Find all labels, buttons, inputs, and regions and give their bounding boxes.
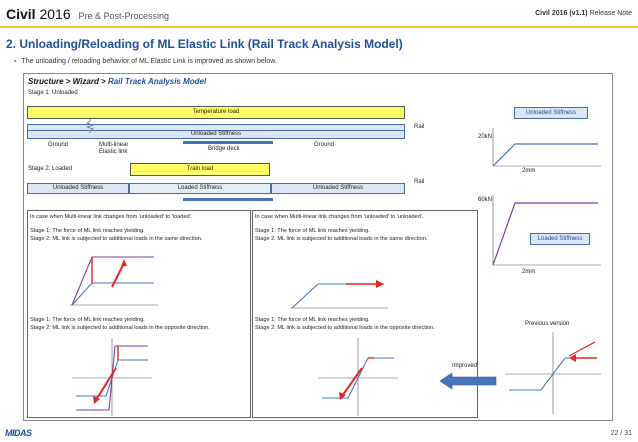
loaded-disp-label: 2mm <box>522 269 536 275</box>
panel-right-case-a-1: Stage 1: The force of ML link reaches yielding. <box>255 228 370 234</box>
breadcrumb-current: Rail Track Analysis Model <box>107 77 207 86</box>
panel-right-graph-b <box>318 338 398 416</box>
app-title <box>6 6 169 22</box>
stage2-seg-mid: Loaded Stiffness <box>129 183 271 194</box>
stage2-seg-right: Unloaded Stiffness <box>271 183 405 194</box>
panel-left-case-b-2: Stage 2: ML link is subjected to additional loads in the opposite direction. <box>30 325 210 331</box>
panel-left-graph-a <box>70 247 160 307</box>
stage2-bridge-bar <box>183 198 273 201</box>
breadcrumb-path: Structure > Wizard > <box>28 77 108 86</box>
unloaded-stiffness-strip: Unloaded Stiffness <box>27 130 405 139</box>
previous-version-graph <box>505 332 601 414</box>
improved-arrow-icon <box>440 372 498 390</box>
elastic-link-spring-icon <box>86 119 94 133</box>
panel-left-case-a-1: Stage 1: The force of ML link reaches yielding. <box>30 228 145 234</box>
loaded-stiffness-graph <box>493 195 603 267</box>
stage2-rail-label: Rail <box>414 179 425 185</box>
bridge-deck-bar <box>183 141 273 144</box>
product-name: Civil <box>6 6 36 22</box>
product-year: 2016 <box>39 6 71 22</box>
panel-right-case-b-2: Stage 2: ML link is subjected to additional loads in the opposite direction. <box>255 325 435 331</box>
breadcrumb <box>28 77 206 86</box>
panel-right-case-a-2: Stage 2: ML link is subjected to additional loads in the same direction. <box>255 236 428 242</box>
unloaded-disp-label: 2mm <box>522 168 536 174</box>
previous-version-label: Previous version <box>525 321 570 327</box>
section-bullet: ▪ The unloading / reloading behavior of ML Elastic Link is improved as shown below. <box>14 58 277 65</box>
loaded-force-label: 60kN <box>478 197 493 203</box>
header-divider <box>0 26 638 28</box>
panel-left-graph-b <box>72 338 152 416</box>
panel-right-title: In case when Multi-linear link changes from 'unloaded' to 'unloaded'. <box>255 214 424 220</box>
bridge-deck-label: Bridge deck <box>208 146 240 152</box>
midas-logo: MIDAS <box>5 428 32 438</box>
panel-right-graph-a <box>290 260 390 310</box>
page-number: 22 / 31 <box>610 430 632 437</box>
stage1-rail-label: Rail <box>414 124 425 130</box>
release-note-label: Release Note <box>589 10 632 17</box>
improved-label: Improved <box>452 363 478 369</box>
release-info <box>535 10 632 17</box>
panel-left-title: In case when Multi-linear link changes from 'unloaded' to 'loaded'. <box>30 214 193 220</box>
stage1-label: Stage 1: Unloaded <box>28 90 78 96</box>
link-label-line1: Multi-linear <box>99 142 129 148</box>
release-version: Civil 2016 (v1.1) <box>535 10 588 17</box>
train-load-bar: Train load <box>130 163 270 176</box>
loaded-stiffness-badge: Loaded Stiffness <box>530 233 590 245</box>
ground-left-label: Ground <box>48 142 69 148</box>
header-subtitle: Pre & Post-Processing <box>78 11 170 21</box>
link-label-line2: Elastic link <box>99 149 128 155</box>
temperature-load-bar: Temperature load <box>27 106 405 119</box>
unloaded-stiffness-badge: Unloaded Stiffness <box>514 107 588 119</box>
panel-left-case-a-2: Stage 2: ML link is subjected to additional loads in the same direction. <box>30 236 203 242</box>
section-title: 2. Unloading/Reloading of ML Elastic Link (Rail Track Analysis Model) <box>6 37 403 51</box>
stage2-seg-left: Unloaded Stiffness <box>27 183 129 194</box>
panel-left-case-b-1: Stage 1: The force of ML link reaches yielding. <box>30 317 145 323</box>
unloaded-force-label: 20kN <box>478 134 493 140</box>
panel-right-case-b-1: Stage 1: The force of ML link reaches yielding. <box>255 317 370 323</box>
ground-right-label: Ground <box>314 142 335 148</box>
stage2-label: Stage 2: Loaded <box>28 166 73 172</box>
unloaded-stiffness-graph <box>493 128 603 168</box>
